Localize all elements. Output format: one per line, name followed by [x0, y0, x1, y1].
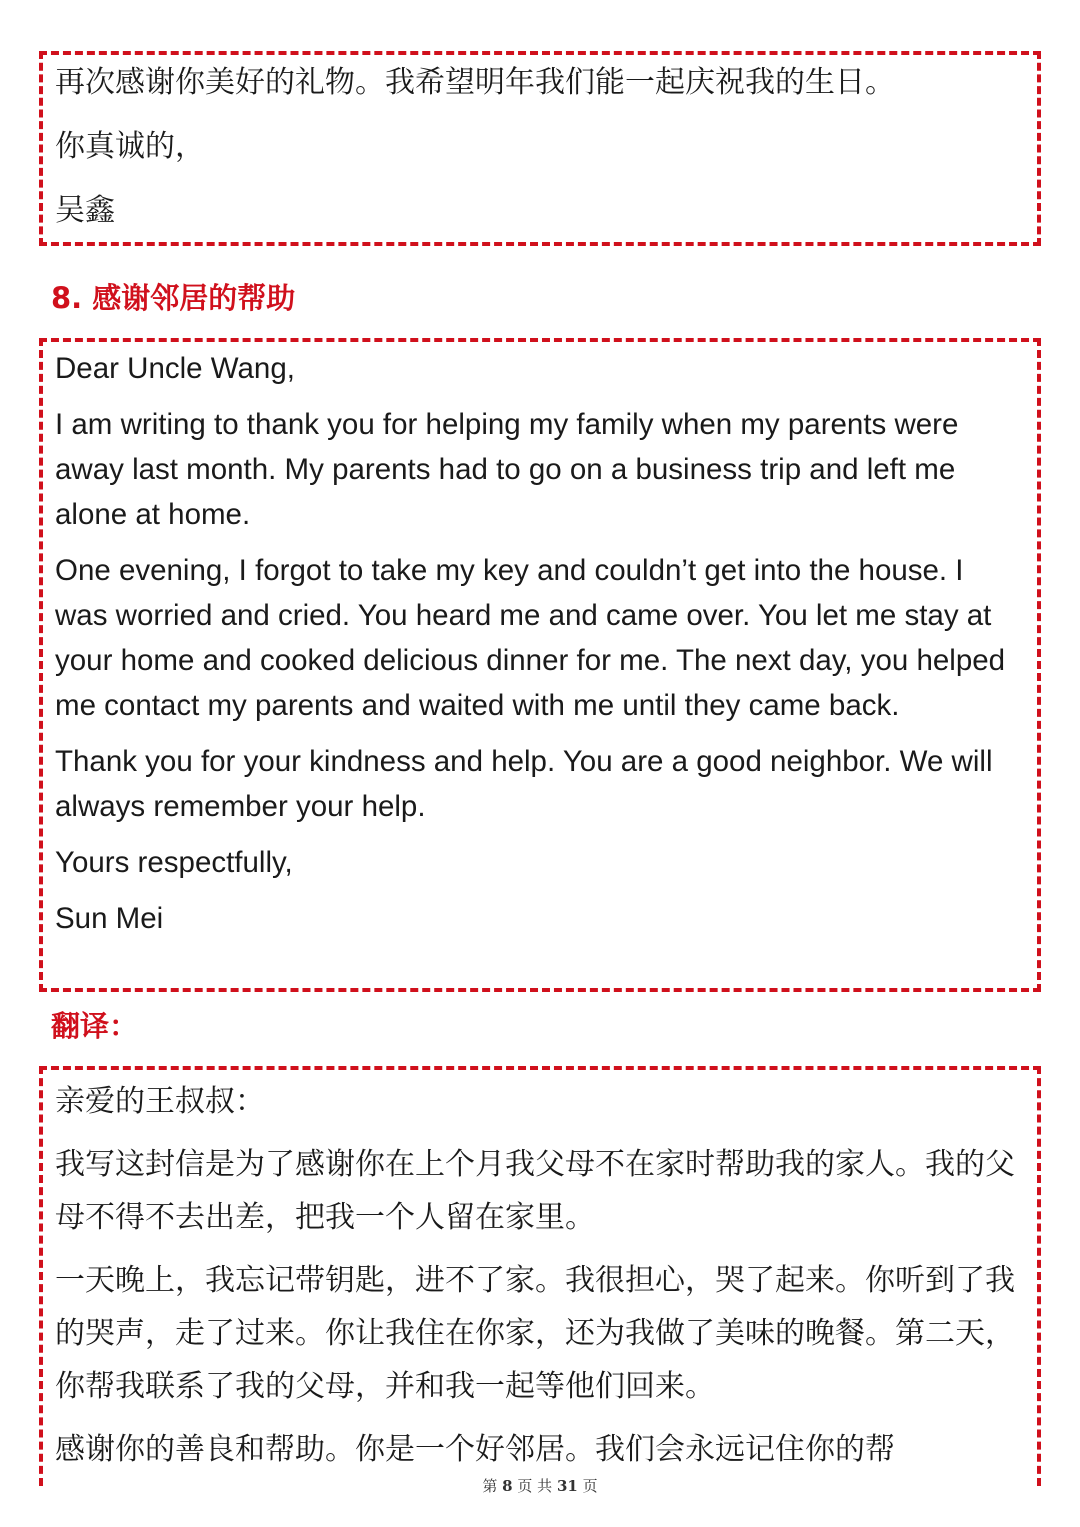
footer-prefix: 第 — [482, 1477, 498, 1495]
page-footer — [0, 1475, 1080, 1496]
letter-closing: 你真诚的， — [55, 129, 205, 164]
previous-letter-box — [39, 51, 1041, 246]
translation-heading: 翻译： — [51, 1009, 139, 1043]
current-page-number: 8 — [502, 1477, 513, 1495]
letter-paragraph: 一天晚上，我忘记带钥匙，进不了家。我很担心，哭了起来。你听到了我的哭声，走了过来。你让我住在你家，还为我做了美味的晚餐。第二天，你帮我联系了我的父母，并和我一起等他们回来。 — [55, 1263, 1015, 1404]
chinese-letter-box — [39, 1066, 1041, 1486]
section-heading: 8. 感谢邻居的帮助 — [51, 281, 296, 315]
letter-greeting: 亲爱的王叔叔： — [55, 1084, 265, 1119]
letter-closing: Yours respectfully, — [55, 846, 293, 879]
letter-paragraph: I am writing to thank you for helping my family when my parents were away last month. My parents had to go on a business trip and left me alone at home. — [55, 408, 959, 531]
english-letter-box — [39, 338, 1041, 992]
letter-paragraph: 我写这封信是为了感谢你在上个月我父母不在家时帮助我的家人。我的父母不得不去出差，把我一个人留在家里。 — [55, 1147, 1015, 1235]
footer-suffix: 页 — [582, 1477, 598, 1495]
letter-paragraph: One evening, I forgot to take my key and couldn’t get into the house. I was worried and cried. You heard me and came over. You let me stay at your home and cooked delicious dinner for me. The next day, you helped me contact my parents and waited with me until they came back. — [55, 554, 1006, 722]
letter-line: 再次感谢你美好的礼物。我希望明年我们能一起庆祝我的生日。 — [55, 65, 895, 100]
letter-signature: Sun Mei — [55, 902, 164, 935]
letter-signature: 吴鑫 — [55, 193, 115, 228]
letter-paragraph: Thank you for your kindness and help. You are a good neighbor. We will always remember your help. — [55, 745, 993, 823]
letter-greeting: Dear Uncle Wang, — [55, 352, 295, 385]
footer-middle: 页 共 — [517, 1477, 553, 1495]
letter-paragraph: 感谢你的善良和帮助。你是一个好邻居。我们会永远记住你的帮 — [55, 1432, 895, 1467]
total-pages: 31 — [556, 1477, 578, 1495]
